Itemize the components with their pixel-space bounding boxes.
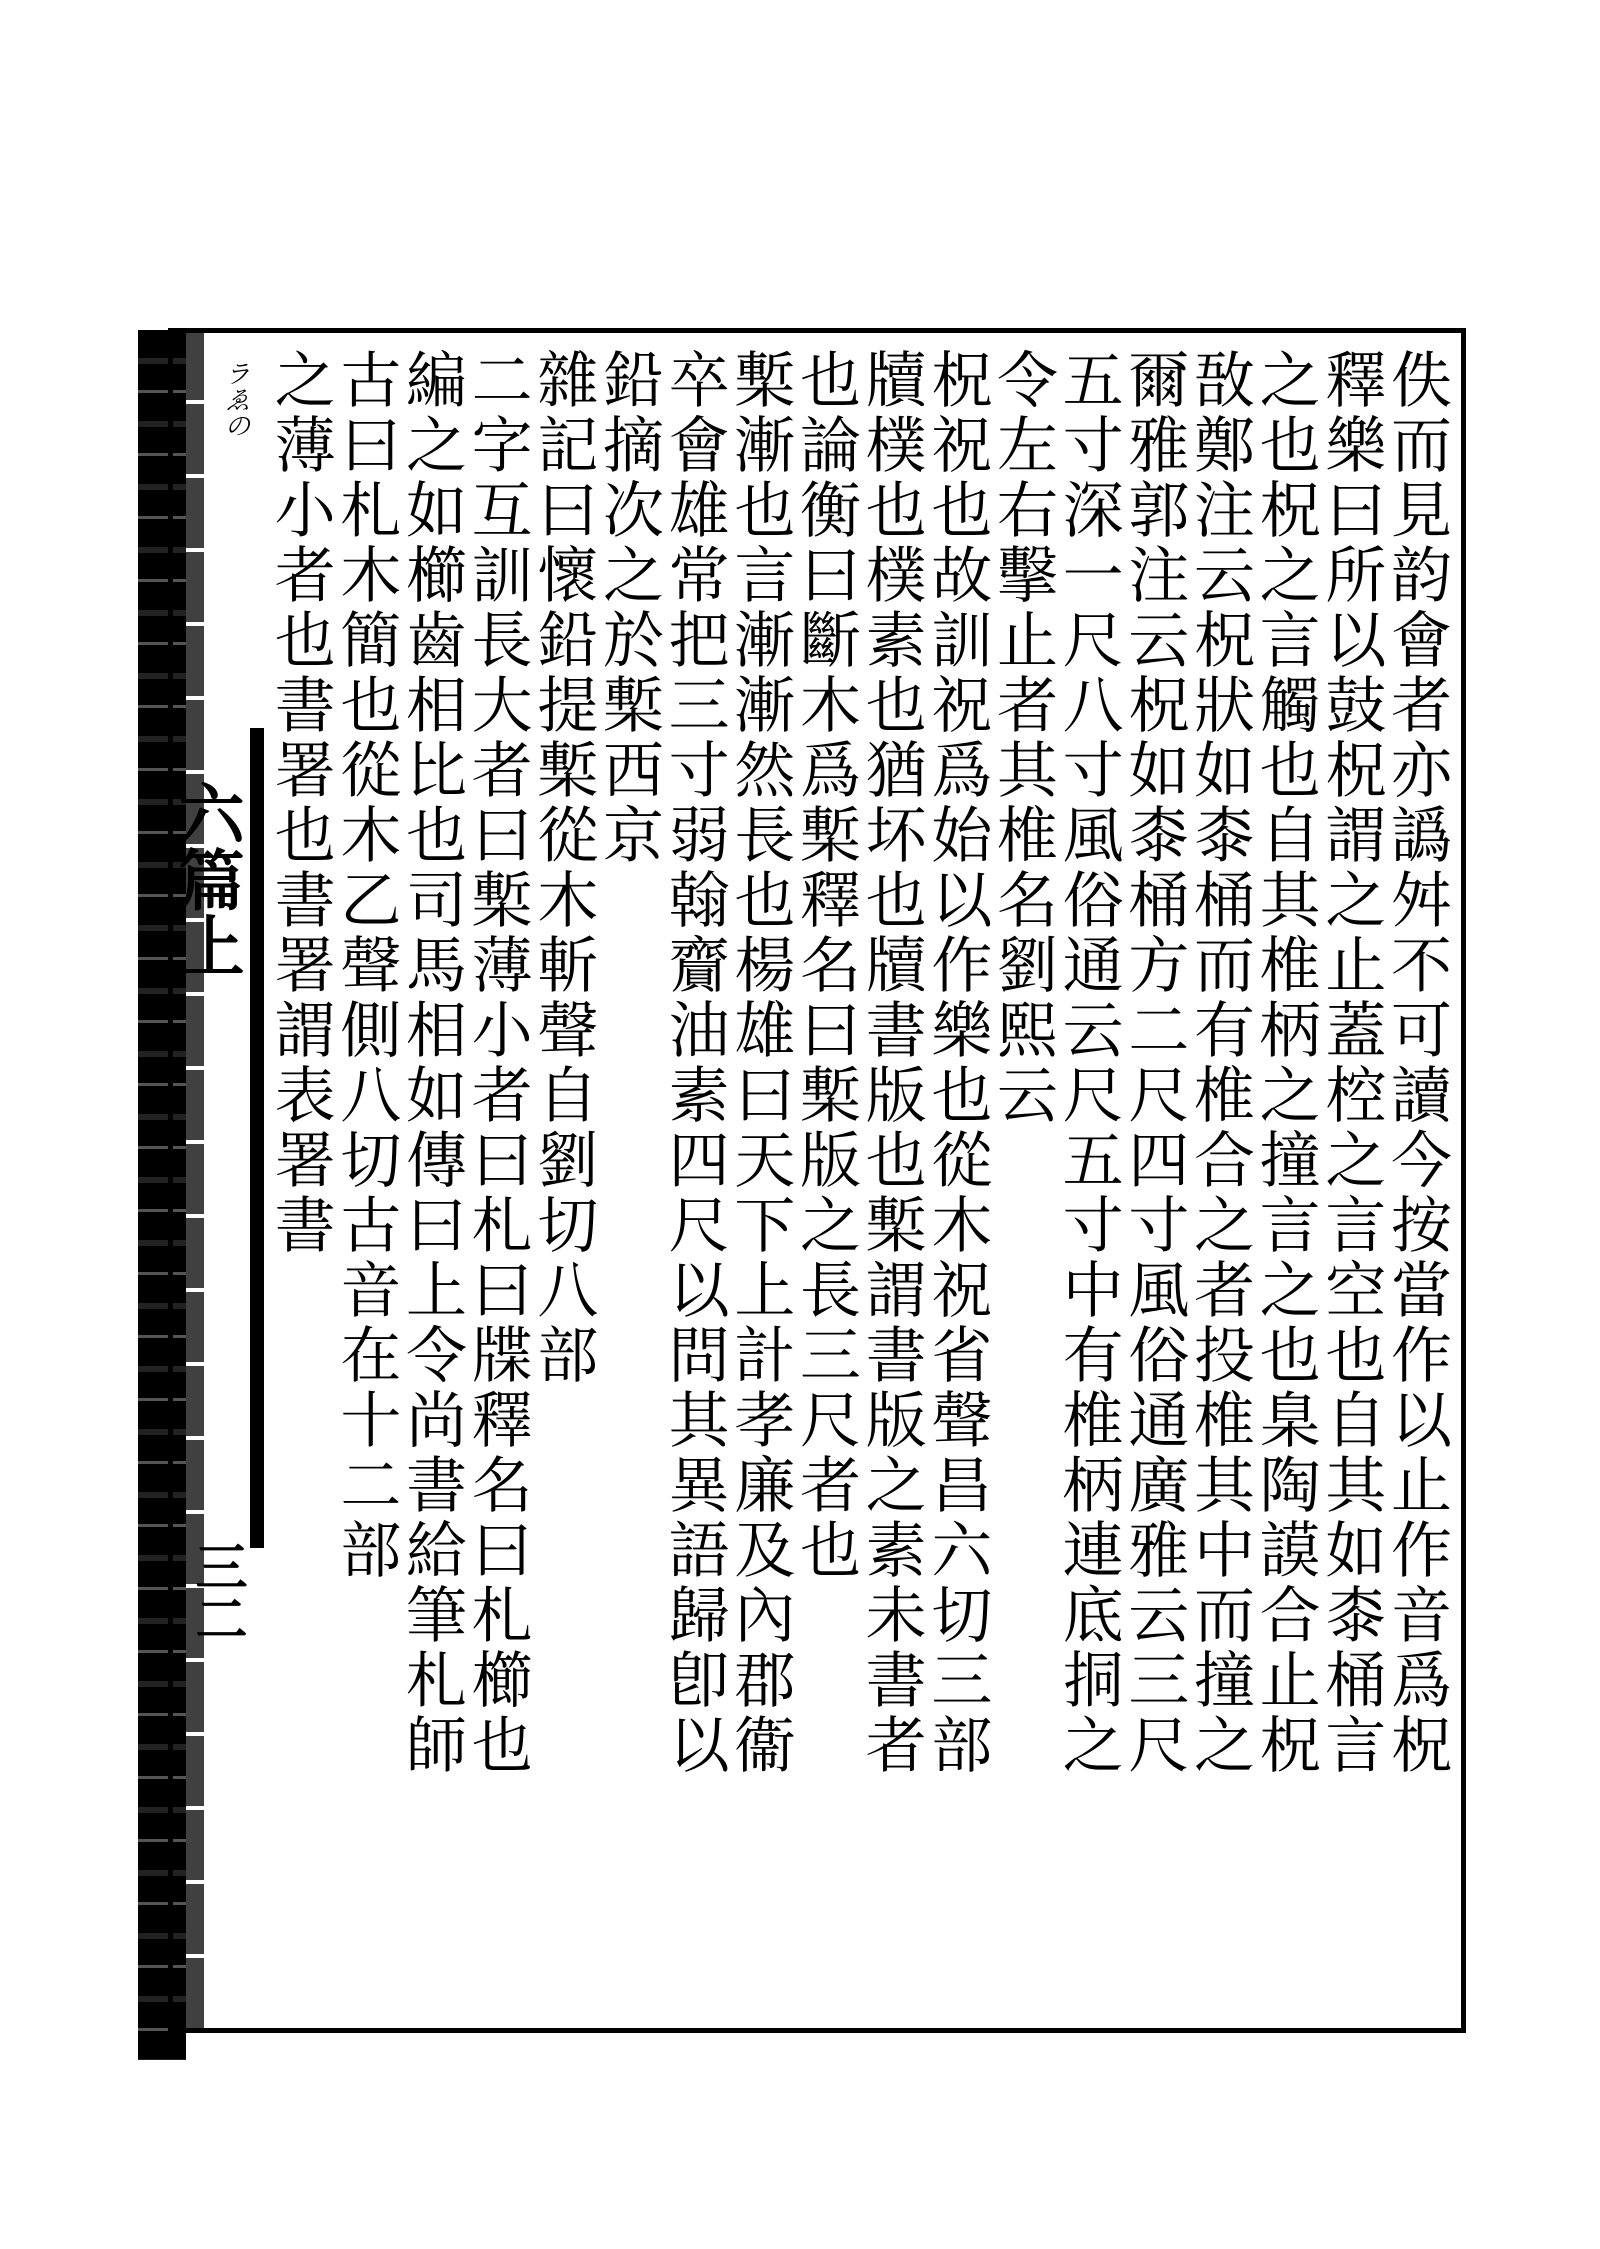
text-column: 柷祝也故訓祝爲始以作樂也從木祝省聲昌六切三部 [921, 348, 993, 1778]
text-column: 編之如櫛齒相比也司馬相如傳曰上令尚書給筆札師 [395, 348, 467, 1778]
text-column: 爾雅郭注云柷如桼桶方二尺四寸風俗通廣雅云三尺 [1118, 348, 1190, 1778]
text-column: 也論衡曰斷木爲槧釋名曰槧版之長三尺者也 [789, 348, 861, 1583]
text-column: 古曰札木簡也從木乙聲側八切古音在十二部 [330, 348, 402, 1583]
text-column: 釋樂曰所以鼓柷謂之止蓋椌之言空也自其如桼桶言 [1315, 348, 1387, 1778]
text-column: 敔鄭注云柷狀如桼桶而有椎合之者投椎其中而撞之 [1183, 348, 1255, 1778]
text-column: 鉛摘次之於槧西京 [592, 348, 664, 868]
text-column: 牘樸也樸素也猶坏也牘書版也槧謂書版之素未書者 [855, 348, 927, 1778]
page-number: 三二 [186, 1540, 247, 1644]
chapter-label: 六篇上 [167, 780, 245, 978]
text-column: 槧漸也言漸漸然長也楊雄曰天下上計孝廉及內郡衞 [724, 348, 796, 1778]
text-column: 雜記曰懷鉛提槧從木斬聲自劉切八部 [527, 348, 599, 1388]
text-column: 令左右擊止者其椎名劉熙云 [986, 348, 1058, 1128]
text-column: 佚而見韵會者亦譌舛不可讀今按當作以止作音爲柷 [1380, 348, 1452, 1778]
gutter-mark: ラゑの [220, 360, 250, 438]
text-column: 卒會雄常把三寸弱翰齎油素四尺以問其異語歸卽以 [658, 348, 730, 1778]
text-column: 之薄小者也書署也書署謂表署書 [264, 348, 336, 1258]
text-column: 之也柷之言觸也自其椎柄之撞言之也臬陶謨合止柷 [1249, 348, 1321, 1778]
text-column: 二字互訓長大者曰槧薄小者曰札曰牒釋名曰札櫛也 [461, 348, 533, 1778]
text-column: 五寸深一尺八寸風俗通云尺五寸中有椎柄連底挏之 [1052, 348, 1124, 1778]
